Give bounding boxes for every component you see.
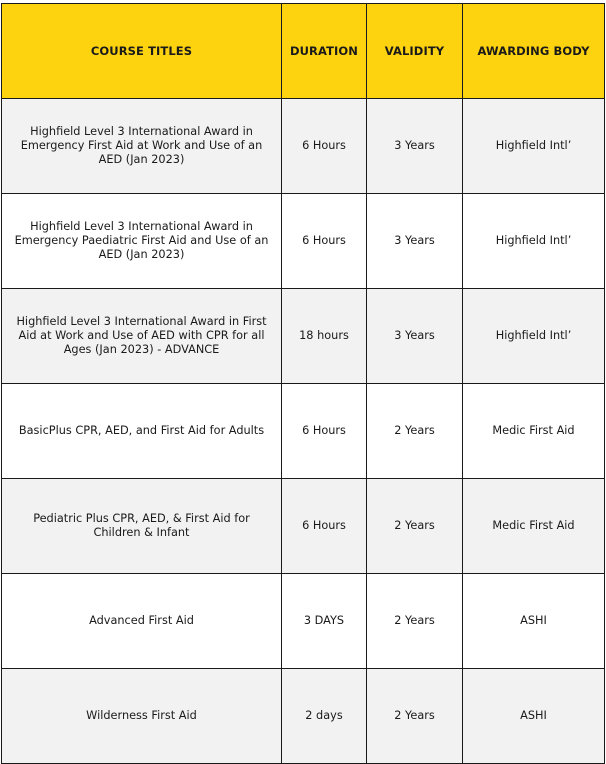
duration-cell: 6 Hours	[282, 99, 367, 194]
duration-cell: 6 Hours	[282, 194, 367, 289]
header-row	[2, 4, 605, 99]
validity-cell: 3 Years	[367, 99, 463, 194]
header-awarding-body: AWARDING BODY	[463, 4, 605, 99]
validity-cell: 3 Years	[367, 194, 463, 289]
validity-cell: 3 Years	[367, 289, 463, 384]
duration-cell: 6 Hours	[282, 479, 367, 574]
awarding-body-cell: ASHI	[463, 574, 605, 669]
course-title-cell: Pediatric Plus CPR, AED, & First Aid for Children & Infant	[2, 479, 282, 574]
header-course-titles: COURSE TITLES	[2, 4, 282, 99]
table-row	[2, 574, 605, 669]
duration-cell: 6 Hours	[282, 384, 367, 479]
course-title-cell: Highfield Level 3 International Award in Emergency Paediatric First Aid and Use of an AED (Jan 2023)	[2, 194, 282, 289]
courses-table	[1, 3, 605, 764]
table-header	[2, 4, 605, 99]
header-duration: DURATION	[282, 4, 367, 99]
validity-cell: 2 Years	[367, 384, 463, 479]
header-validity: VALIDITY	[367, 4, 463, 99]
awarding-body-cell: Medic First Aid	[463, 479, 605, 574]
duration-cell: 3 DAYS	[282, 574, 367, 669]
table-row	[2, 479, 605, 574]
awarding-body-cell: ASHI	[463, 669, 605, 764]
awarding-body-cell: Medic First Aid	[463, 384, 605, 479]
course-title-cell: Highfield Level 3 International Award in Emergency First Aid at Work and Use of an AED (Jan 2023)	[2, 99, 282, 194]
table-body	[2, 99, 605, 764]
course-title-cell: Advanced First Aid	[2, 574, 282, 669]
table-row	[2, 99, 605, 194]
table-row	[2, 384, 605, 479]
table-row	[2, 289, 605, 384]
table-row	[2, 669, 605, 764]
table-row	[2, 194, 605, 289]
course-title-cell: Wilderness First Aid	[2, 669, 282, 764]
awarding-body-cell: Highfield Intl’	[463, 289, 605, 384]
course-title-cell: BasicPlus CPR, AED, and First Aid for Adults	[2, 384, 282, 479]
validity-cell: 2 Years	[367, 574, 463, 669]
duration-cell: 2 days	[282, 669, 367, 764]
awarding-body-cell: Highfield Intl’	[463, 194, 605, 289]
validity-cell: 2 Years	[367, 479, 463, 574]
validity-cell: 2 Years	[367, 669, 463, 764]
course-title-cell: Highfield Level 3 International Award in First Aid at Work and Use of AED with CPR for all Ages (Jan 2023) - ADVANCE	[2, 289, 282, 384]
awarding-body-cell: Highfield Intl’	[463, 99, 605, 194]
duration-cell: 18 hours	[282, 289, 367, 384]
